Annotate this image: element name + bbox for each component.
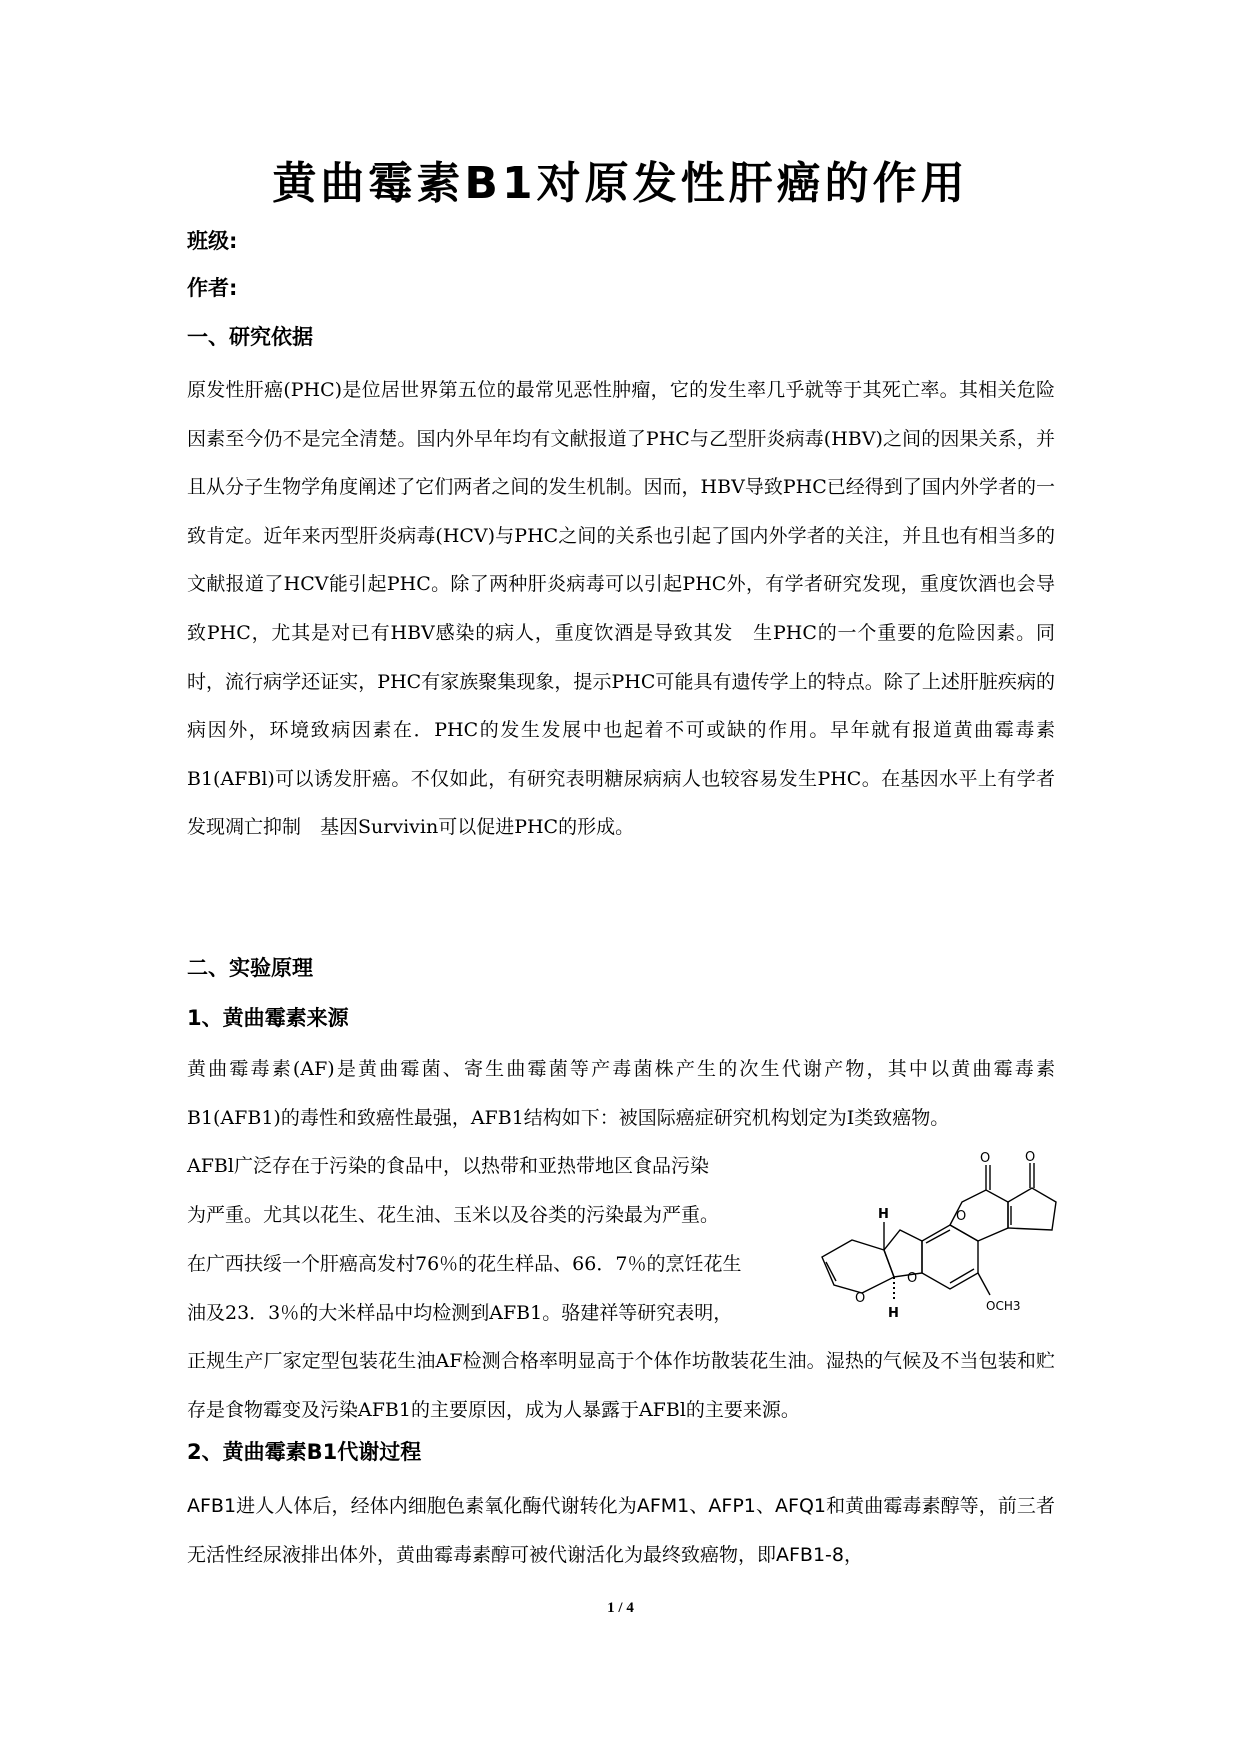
label-o-lactone: O xyxy=(956,1209,967,1224)
figure-text-line-2: 为严重。尤其以花生、花生油、玉米以及谷类的污染最为严重。 xyxy=(187,1204,720,1226)
sub2-paragraph: AFB1进人人体后，经体内细胞色素氧化酶代谢转化为AFM1、AFP1、AFQ1和黄曲霉毒素醇等，前三者无活性经尿液排出体外，黄曲霉毒素醇可被代谢活化为最终致癌物，即AFB1-8， xyxy=(187,1495,1055,1566)
document-title: 黄曲霉素B1对原发性肝癌的作用 xyxy=(272,158,969,209)
section2-sub2-heading: 2、黄曲霉素B1代谢过程 xyxy=(187,1440,422,1464)
sub1-paragraph-a: 黄曲霉毒素(AF)是黄曲霉菌、寄生曲霉菌等产毒菌株产生的次生代谢产物，其中以黄曲霉毒素B1(AFB1)的毒性和致癌性最强，AFB1结构如下：被国际癌症研究机构划定为I类致癌物。 xyxy=(187,1058,1055,1129)
figure-text-line-1: AFBl广泛存在于污染的食品中，以热带和亚热带地区食品污染 xyxy=(187,1155,709,1177)
label-o-top-left: O xyxy=(980,1151,991,1166)
cyclopentenone-ring xyxy=(1008,1188,1056,1230)
label-o-ring1: O xyxy=(855,1291,866,1306)
label-o-top-right: O xyxy=(1025,1150,1036,1165)
figure-text-line-3: 在广西扶绥一个肝癌高发村76％的花生样品、66．7％的烹饪花生 xyxy=(187,1253,742,1275)
dihydrofuran-ring xyxy=(884,1230,922,1277)
figure-text-line-4: 油及23．3％的大米样品中均检测到AFB1。骆建祥等研究表明， xyxy=(187,1302,733,1324)
afb1-structure-diagram xyxy=(800,1150,1070,1340)
label-h-bottom: H xyxy=(888,1306,899,1321)
section1-heading: 一、研究依据 xyxy=(187,325,313,349)
sub1-paragraph-b: 正规生产厂家定型包装花生油AF检测合格率明显高于个体作坊散装花生油。湿热的气候及不当包装和贮存是食物霉变及污染AFB1的主要原因，成为人暴露于AFBl的主要来源。 xyxy=(187,1350,1055,1421)
label-h-top: H xyxy=(878,1207,889,1222)
tetrahydrofuran-ring xyxy=(822,1240,894,1293)
section2-sub1-heading: 1、黄曲霉素来源 xyxy=(187,1006,349,1030)
section2-heading: 二、实验原理 xyxy=(187,956,313,980)
class-label: 班级: xyxy=(187,229,238,253)
page-number: 1 / 4 xyxy=(607,1600,634,1616)
label-methoxy: OCH3 xyxy=(986,1299,1021,1313)
author-label: 作者: xyxy=(187,276,238,300)
benzene-ring xyxy=(922,1225,978,1289)
label-o-ring2: O xyxy=(907,1271,918,1286)
section1-paragraph: 原发性肝癌(PHC)是位居世界第五位的最常见恶性肿瘤，它的发生率几乎就等于其死亡率。其相关危险因素至今仍不是完全清楚。国内外早年均有文献报道了PHC与乙型肝炎病毒(HBV)之间的因果关系，并且从分子生物学角度阐述了它们两者之间的发生机制。因而，HBV导致PHC已经得到了国内外学者的一致肯定。近年来丙型肝炎病毒(HCV)与PHC之间的关系也引起了国内外学者的关注，并且也有相当多的文献报道了HCV能引起PHC。除了两种肝炎病毒可以引起PHC外，有学者研究发现，重度饮酒也会导致PHC，尤其是对已有HBV感染的病人，重度饮酒是导致其发 生PHC的一个重要的危险因素。同时，流行病学还证实，PHC有家族聚集现象，提示PHC可能具有遗传学上的特点。除了上述肝脏疾病的病因外，环境致病因素在．PHC的发生发展中也起着不可或缺的作用。早年就有报道黄曲霉毒素B1(AFBl)可以诱发肝癌。不仅如此，有研究表明糖尿病病人也较容易发生PHC。在基因水平上有学者发现凋亡抑制 基因Survivin可以促进PHC的形成。 xyxy=(187,379,1055,839)
